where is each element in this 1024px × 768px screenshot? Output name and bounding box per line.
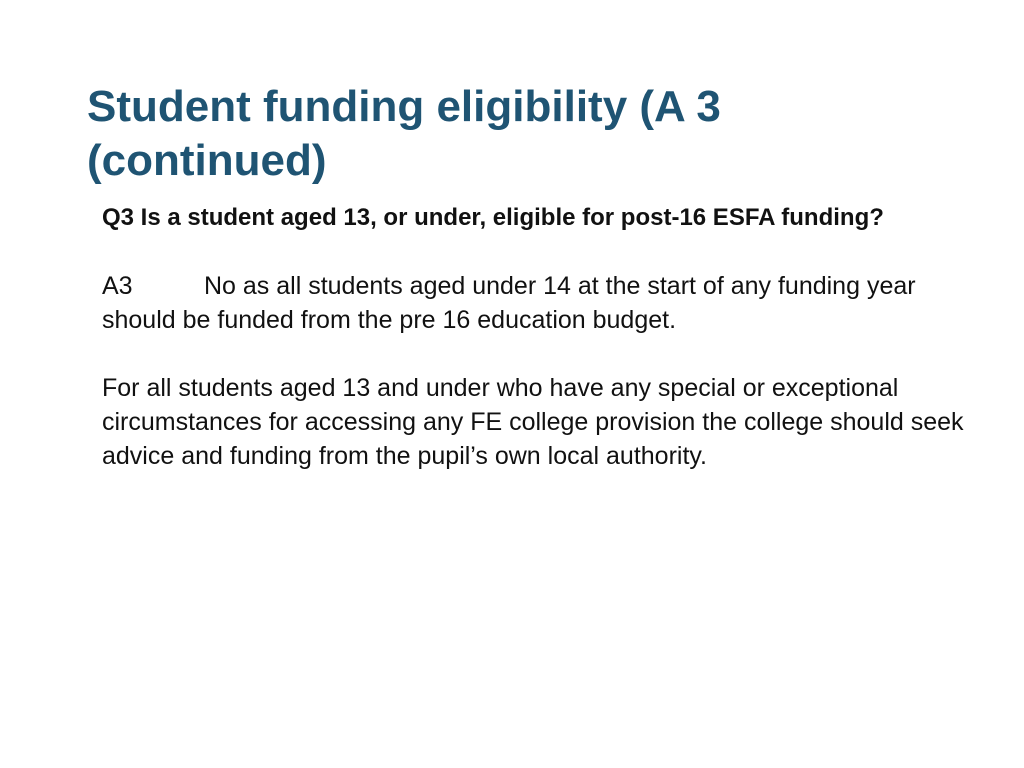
advice-paragraph: For all students aged 13 and under who have any special or exceptional circumstances for accessing any FE college provision the college should seek advice and funding from the pupil’s own local authority. [102, 374, 964, 470]
answer-label: A3 [102, 272, 133, 300]
page-title: Student funding eligibility (A 3 (continued) [87, 82, 721, 185]
paragraph-spacer [102, 235, 992, 269]
question-text: Q3 Is a student aged 13, or under, eligible for post-16 ESFA funding? [102, 204, 884, 231]
paragraph-spacer [102, 337, 992, 371]
answer-paragraph [102, 269, 992, 337]
slide-body [102, 201, 992, 473]
answer-text: No as all students aged under 14 at the start of any funding year should be funded from the pre 16 education budget. [102, 272, 916, 334]
